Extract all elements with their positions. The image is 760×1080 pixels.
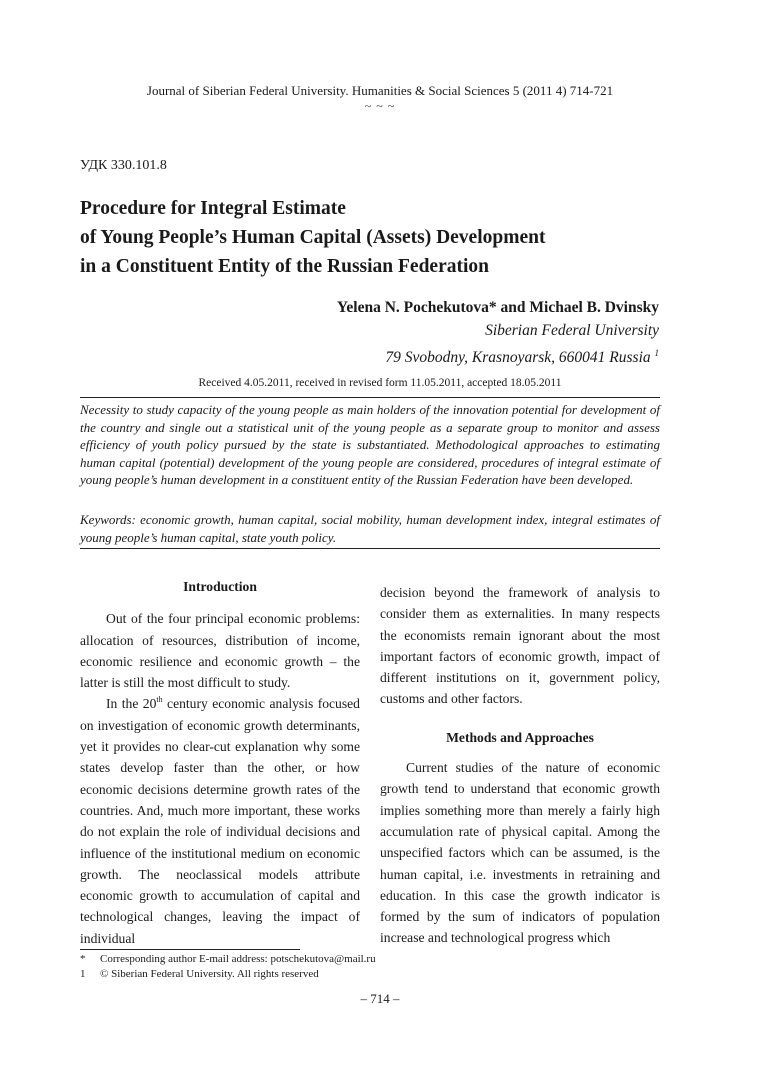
methods-heading: Methods and Approaches: [446, 729, 594, 745]
received-dates: Received 4.05.2011, received in revised form 11.05.2011, accepted 18.05.2011: [198, 377, 562, 389]
footnote-item: [80, 952, 376, 967]
title-line-1: Procedure for Integral Estimate: [80, 198, 346, 219]
author-names: Yelena N. Pochekutova* and Michael B. Dvinsky: [336, 299, 659, 316]
footnote-text: Corresponding author E-mail address: potschekutova@mail.ru: [100, 953, 376, 965]
udk-code: УДК 330.101.8: [80, 158, 167, 173]
right-paragraph-1: decision beyond the framework of analysis to consider them as externalities. In many respects the economists remain ignorant about the most important factors of economic growth, impact of different institutions on it, government policy, customs and other factors.: [380, 585, 660, 707]
introduction-heading: Introduction: [183, 579, 257, 594]
footnote-text: © Siberian Federal University. All rights reserved: [100, 968, 319, 980]
journal-header: Journal of Siberian Federal University. Humanities & Social Sciences 5 (2011 4) 714-721: [146, 83, 614, 98]
footnote-mark: *: [80, 953, 86, 965]
address-footnote-mark: 1: [654, 348, 659, 358]
footnote-mark: 1: [80, 968, 86, 980]
header-separator: ~ ~ ~: [364, 99, 396, 113]
footnotes: [80, 952, 376, 982]
left-column: [80, 576, 360, 949]
abstract-top-rule: [80, 397, 660, 398]
author-block: [337, 297, 659, 370]
article-title: [80, 194, 680, 281]
intro-paragraph-1: Out of the four principal economic problems: allocation of resources, distribution of income, economic resilience and economic growth – the latter is still the most difficult to study.: [80, 611, 360, 691]
author-address: 79 Svobodny, Krasnoyarsk, 660041 Russia $^1$: [385, 348, 659, 366]
right-column: [380, 582, 660, 949]
keywords: Keywords: economic growth, human capital, social mobility, human development index, integral estimates of young people’s human capital, state youth policy.: [80, 512, 660, 545]
methods-paragraph-1: Current studies of the nature of economic growth tend to understand that economic growth implies something more than merely a fairly high accumulation rate of physical capital. Among the unspecified factors which can be assumed, is the human capital, i.e. investments in retraining and education. In this case the growth indicator is formed by the sum of indicators of population increase and technological progress which: [380, 760, 660, 946]
title-line-2: of Young People’s Human Capital (Assets) Development: [80, 227, 546, 248]
abstract-bottom-rule: [80, 548, 660, 549]
footnote-rule: [80, 949, 300, 950]
abstract: Necessity to study capacity of the young people as main holders of the innovation potential for development of the country and single out a statistical unit of the young people as a separate group to monitor and assess efficiency of youth policy pursued by the state is substantiated. Methodological approaches to estimating human capital (potential) development of the young people are considered, procedures of integral estimate of young people’s human development in a constituent entity of the Russian Federation have been developed.: [80, 402, 660, 487]
title-line-3: in a Constituent Entity of the Russian Federation: [80, 256, 489, 277]
author-affiliation: Siberian Federal University: [485, 321, 659, 339]
footnote-item: [80, 967, 376, 982]
intro-paragraph-2: In the 20th century economic analysis focused on investigation of economic growth determinants, yet it provides no clear-cut explanation why some states develop faster than the other, or how economic decisions determine growth rates of the countries. And, much more important, these works do not explain the role of individual decisions and influence of the institutional medium on economic growth. The neoclassical models attribute economic growth to accumulation of capital and technological changes, leaving the impact of individual: [80, 695, 360, 946]
page-number: – 714 –: [360, 991, 400, 1006]
